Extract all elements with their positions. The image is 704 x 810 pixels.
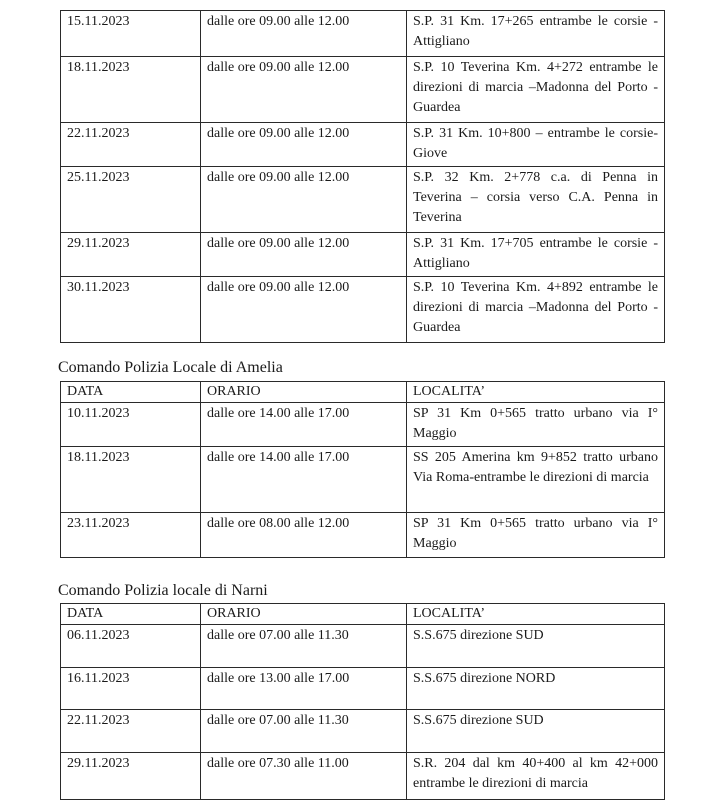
time-cell: dalle ore 07.30 alle 11.00 — [201, 753, 407, 800]
schedule-table-narni — [60, 603, 665, 800]
date-cell: 18.11.2023 — [61, 57, 201, 123]
location-cell: S.P. 32 Km. 2+778 c.a. di Penna in Teverina – corsia verso C.A. Penna in Teverina — [407, 167, 665, 233]
date-cell: 30.11.2023 — [61, 277, 201, 343]
time-cell: dalle ore 09.00 alle 12.00 — [201, 57, 407, 123]
date-cell: 25.11.2023 — [61, 167, 201, 233]
table-row — [61, 167, 665, 233]
table-row — [61, 11, 665, 57]
time-cell: dalle ore 09.00 alle 12.00 — [201, 277, 407, 343]
time-cell: dalle ore 09.00 alle 12.00 — [201, 233, 407, 277]
time-cell: dalle ore 13.00 alle 17.00 — [201, 668, 407, 710]
table-row — [61, 233, 665, 277]
table-row — [61, 447, 665, 513]
schedule-table-amelia — [60, 381, 665, 558]
date-cell: 10.11.2023 — [61, 403, 201, 447]
location-cell: S.P. 31 Km. 17+265 entrambe le corsie - Attigliano — [407, 11, 665, 57]
location-cell: SS 205 Amerina km 9+852 tratto urbano Via Roma-entrambe le direzioni di marcia — [407, 447, 665, 513]
column-header-time: ORARIO — [201, 604, 407, 625]
location-cell: S.P. 10 Teverina Km. 4+892 entrambe le direzioni di marcia –Madonna del Porto -Guardea — [407, 277, 665, 343]
column-header-time: ORARIO — [201, 382, 407, 403]
date-cell: 22.11.2023 — [61, 710, 201, 753]
date-cell: 23.11.2023 — [61, 513, 201, 558]
table-row — [61, 710, 665, 753]
date-cell: 29.11.2023 — [61, 233, 201, 277]
table-row — [61, 123, 665, 167]
table-row — [61, 403, 665, 447]
location-cell: SP 31 Km 0+565 tratto urbano via I° Maggio — [407, 513, 665, 558]
date-cell: 22.11.2023 — [61, 123, 201, 167]
column-header-date: DATA — [61, 382, 201, 403]
location-cell: S.P. 31 Km. 10+800 – entrambe le corsie- Giove — [407, 123, 665, 167]
table-header-row — [61, 382, 665, 403]
column-header-location: LOCALITA’ — [407, 382, 665, 403]
time-cell: dalle ore 14.00 alle 17.00 — [201, 447, 407, 513]
table-row — [61, 625, 665, 668]
time-cell: dalle ore 08.00 alle 12.00 — [201, 513, 407, 558]
column-header-date: DATA — [61, 604, 201, 625]
location-cell: S.S.675 direzione SUD — [407, 710, 665, 753]
time-cell: dalle ore 09.00 alle 12.00 — [201, 11, 407, 57]
time-cell: dalle ore 14.00 alle 17.00 — [201, 403, 407, 447]
time-cell: dalle ore 09.00 alle 12.00 — [201, 167, 407, 233]
location-cell: S.R. 204 dal km 40+400 al km 42+000 entrambe le direzioni di marcia — [407, 753, 665, 800]
date-cell: 15.11.2023 — [61, 11, 201, 57]
date-cell: 06.11.2023 — [61, 625, 201, 668]
table-row — [61, 57, 665, 123]
column-header-location: LOCALITA’ — [407, 604, 665, 625]
location-cell: S.S.675 direzione NORD — [407, 668, 665, 710]
section-title-amelia: Comando Polizia Locale di Amelia — [58, 359, 283, 376]
date-cell: 16.11.2023 — [61, 668, 201, 710]
section-title-narni: Comando Polizia locale di Narni — [58, 582, 268, 599]
date-cell: 18.11.2023 — [61, 447, 201, 513]
location-cell: S.P. 31 Km. 17+705 entrambe le corsie - Attigliano — [407, 233, 665, 277]
time-cell: dalle ore 07.00 alle 11.30 — [201, 710, 407, 753]
time-cell: dalle ore 07.00 alle 11.30 — [201, 625, 407, 668]
table-header-row — [61, 604, 665, 625]
time-cell: dalle ore 09.00 alle 12.00 — [201, 123, 407, 167]
table-row — [61, 513, 665, 558]
location-cell: S.P. 10 Teverina Km. 4+272 entrambe le direzioni di marcia –Madonna del Porto -Guardea — [407, 57, 665, 123]
location-cell: SP 31 Km 0+565 tratto urbano via I° Maggio — [407, 403, 665, 447]
table-row — [61, 668, 665, 710]
date-cell: 29.11.2023 — [61, 753, 201, 800]
schedule-table-continued — [60, 10, 665, 343]
table-row — [61, 753, 665, 800]
table-row — [61, 277, 665, 343]
location-cell: S.S.675 direzione SUD — [407, 625, 665, 668]
